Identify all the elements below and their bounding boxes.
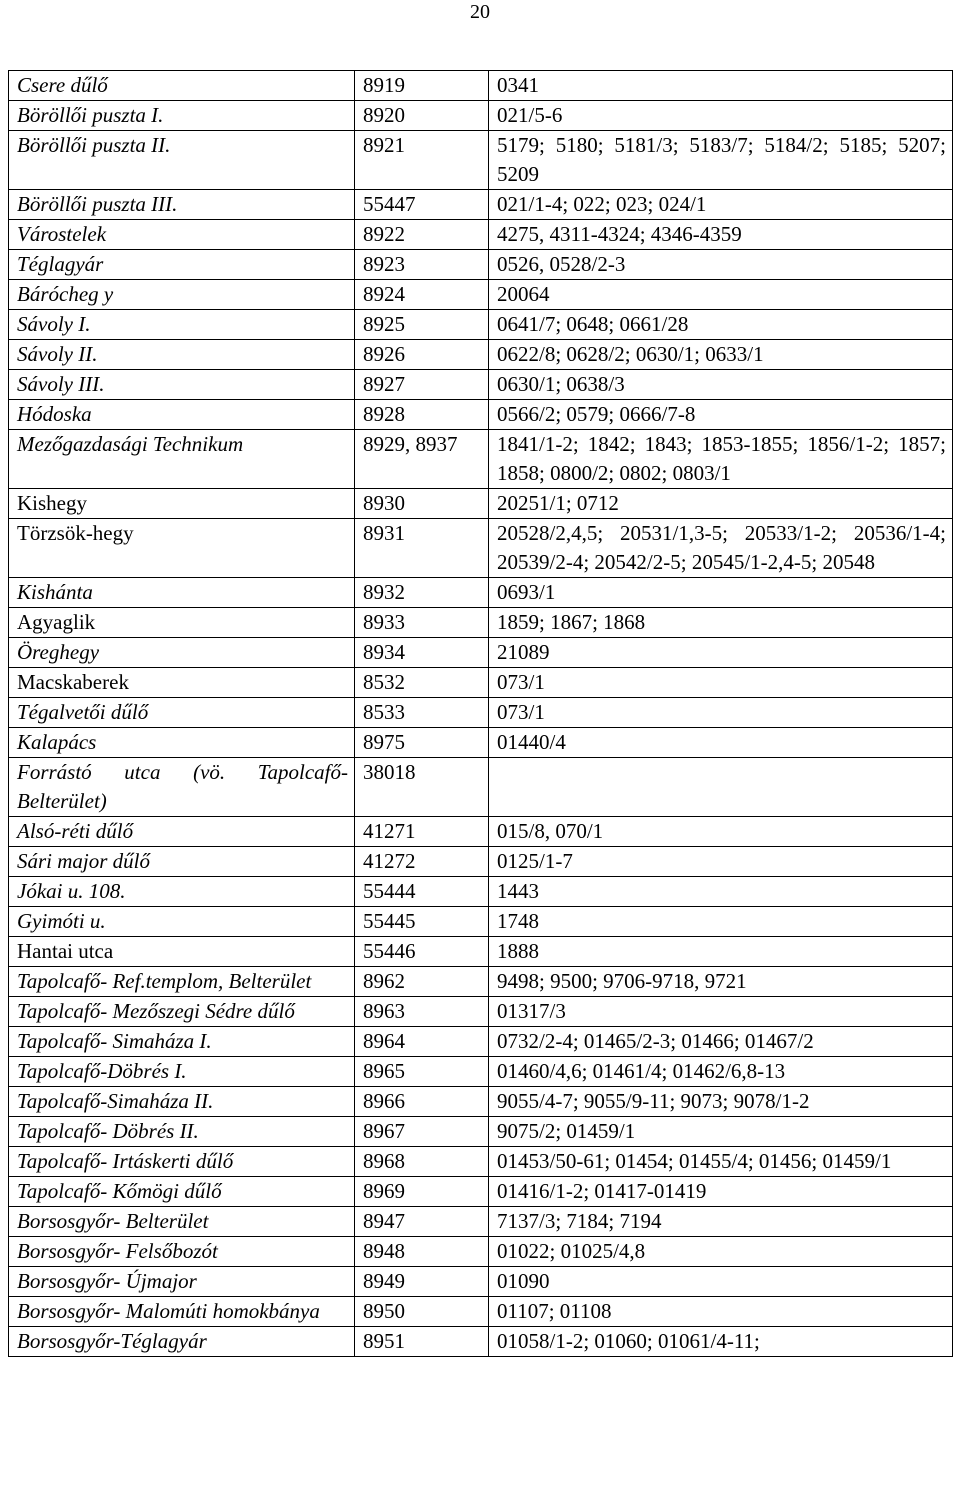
code-cell: 8933 bbox=[355, 608, 489, 638]
table-row bbox=[9, 400, 953, 430]
table-row bbox=[9, 578, 953, 608]
parcel-numbers-cell: 21089 bbox=[489, 638, 953, 668]
parcel-numbers-cell: 01107; 01108 bbox=[489, 1297, 953, 1327]
parcel-numbers-cell: 0693/1 bbox=[489, 578, 953, 608]
place-name-cell: Tapolcafő- Mezőszegi Sédre dűlő bbox=[9, 997, 355, 1027]
parcel-numbers-cell: 1841/1-2; 1842; 1843; 1853-1855; 1856/1-2; 1857; 1858; 0800/2; 0802; 0803/1 bbox=[489, 430, 953, 489]
page-number: 20 bbox=[470, 1, 490, 23]
code-cell: 8964 bbox=[355, 1027, 489, 1057]
code-cell: 8962 bbox=[355, 967, 489, 997]
place-name-cell: Jókai u. 108. bbox=[9, 877, 355, 907]
table-row bbox=[9, 310, 953, 340]
table-row bbox=[9, 937, 953, 967]
table-row bbox=[9, 758, 953, 817]
code-cell: 8533 bbox=[355, 698, 489, 728]
place-name-cell: Gyimóti u. bbox=[9, 907, 355, 937]
parcel-numbers-cell: 073/1 bbox=[489, 698, 953, 728]
place-name-cell: Csere dűlő bbox=[9, 71, 355, 101]
parcel-numbers-cell: 073/1 bbox=[489, 668, 953, 698]
table-row bbox=[9, 1297, 953, 1327]
place-name-cell: Sári major dűlő bbox=[9, 847, 355, 877]
place-name-cell: Várostelek bbox=[9, 220, 355, 250]
table-row bbox=[9, 877, 953, 907]
code-cell: 55445 bbox=[355, 907, 489, 937]
code-cell: 8948 bbox=[355, 1237, 489, 1267]
place-name-cell: Borsosgyőr- Malomúti homokbánya bbox=[9, 1297, 355, 1327]
place-name-cell: Agyaglik bbox=[9, 608, 355, 638]
place-name-cell: Böröllői puszta II. bbox=[9, 131, 355, 190]
code-cell: 8975 bbox=[355, 728, 489, 758]
parcel-numbers-cell: 1859; 1867; 1868 bbox=[489, 608, 953, 638]
table-row bbox=[9, 1117, 953, 1147]
code-cell: 8930 bbox=[355, 489, 489, 519]
code-cell: 8925 bbox=[355, 310, 489, 340]
place-name-cell: Borsosgyőr- Felsőbozót bbox=[9, 1237, 355, 1267]
place-name-cell: Téglagyár bbox=[9, 250, 355, 280]
table-row bbox=[9, 967, 953, 997]
parcel-numbers-cell: 0641/7; 0648; 0661/28 bbox=[489, 310, 953, 340]
parcel-numbers-cell: 01440/4 bbox=[489, 728, 953, 758]
parcel-numbers-cell: 5179; 5180; 5181/3; 5183/7; 5184/2; 5185; 5207; 5209 bbox=[489, 131, 953, 190]
place-name-cell: Tégalvetői dűlő bbox=[9, 698, 355, 728]
table-row bbox=[9, 190, 953, 220]
parcel-table-body bbox=[9, 71, 953, 1357]
table-row bbox=[9, 280, 953, 310]
parcel-numbers-cell: 1888 bbox=[489, 937, 953, 967]
code-cell: 8969 bbox=[355, 1177, 489, 1207]
place-name-cell: Borsosgyőr- Belterület bbox=[9, 1207, 355, 1237]
code-cell: 8963 bbox=[355, 997, 489, 1027]
place-name-cell: Tapolcafő-Simaháza II. bbox=[9, 1087, 355, 1117]
code-cell: 41272 bbox=[355, 847, 489, 877]
code-cell: 8923 bbox=[355, 250, 489, 280]
place-name-cell: Alsó-réti dűlő bbox=[9, 817, 355, 847]
place-name-cell: Hódoska bbox=[9, 400, 355, 430]
code-cell: 38018 bbox=[355, 758, 489, 817]
table-row bbox=[9, 997, 953, 1027]
place-name-cell: Tapolcafő- Kőmögi dűlő bbox=[9, 1177, 355, 1207]
parcel-numbers-cell: 01453/50-61; 01454; 01455/4; 01456; 01459/1 bbox=[489, 1147, 953, 1177]
code-cell: 55447 bbox=[355, 190, 489, 220]
parcel-numbers-cell: 0125/1-7 bbox=[489, 847, 953, 877]
parcel-numbers-cell: 20251/1; 0712 bbox=[489, 489, 953, 519]
parcel-numbers-cell: 4275, 4311-4324; 4346-4359 bbox=[489, 220, 953, 250]
table-row bbox=[9, 131, 953, 190]
table-row bbox=[9, 1327, 953, 1357]
code-cell: 8950 bbox=[355, 1297, 489, 1327]
place-name-cell: Törzsök-hegy bbox=[9, 519, 355, 578]
code-cell: 8532 bbox=[355, 668, 489, 698]
parcel-numbers-cell: 01058/1-2; 01060; 01061/4-11; bbox=[489, 1327, 953, 1357]
parcel-numbers-cell: 9075/2; 01459/1 bbox=[489, 1117, 953, 1147]
table-row bbox=[9, 340, 953, 370]
place-name-cell: Macskaberek bbox=[9, 668, 355, 698]
code-cell: 55446 bbox=[355, 937, 489, 967]
code-cell: 8966 bbox=[355, 1087, 489, 1117]
code-cell: 8967 bbox=[355, 1117, 489, 1147]
place-name-cell: Hantai utca bbox=[9, 937, 355, 967]
parcel-numbers-cell: 01090 bbox=[489, 1267, 953, 1297]
parcel-numbers-cell: 0526, 0528/2-3 bbox=[489, 250, 953, 280]
place-name-cell: Forrástó utca (vö. Tapolcafő-Belterület) bbox=[9, 758, 355, 817]
place-name-cell: Tapolcafő- Ref.templom, Belterület bbox=[9, 967, 355, 997]
parcel-numbers-cell: 021/5-6 bbox=[489, 101, 953, 131]
table-row bbox=[9, 1177, 953, 1207]
code-cell: 8968 bbox=[355, 1147, 489, 1177]
code-cell: 8924 bbox=[355, 280, 489, 310]
parcel-numbers-cell: 01022; 01025/4,8 bbox=[489, 1237, 953, 1267]
parcel-numbers-cell: 0622/8; 0628/2; 0630/1; 0633/1 bbox=[489, 340, 953, 370]
parcel-numbers-cell: 0732/2-4; 01465/2-3; 01466; 01467/2 bbox=[489, 1027, 953, 1057]
code-cell: 8922 bbox=[355, 220, 489, 250]
table-row bbox=[9, 519, 953, 578]
parcel-numbers-cell: 1748 bbox=[489, 907, 953, 937]
place-name-cell: Tapolcafő- Simaháza I. bbox=[9, 1027, 355, 1057]
place-name-cell: Mezőgazdasági Technikum bbox=[9, 430, 355, 489]
table-row bbox=[9, 638, 953, 668]
table-row bbox=[9, 608, 953, 638]
code-cell: 8929, 8937 bbox=[355, 430, 489, 489]
code-cell: 8965 bbox=[355, 1057, 489, 1087]
place-name-cell: Tapolcafő-Döbrés I. bbox=[9, 1057, 355, 1087]
code-cell: 8947 bbox=[355, 1207, 489, 1237]
parcel-numbers-cell: 0566/2; 0579; 0666/7-8 bbox=[489, 400, 953, 430]
place-name-cell: Kishánta bbox=[9, 578, 355, 608]
code-cell: 8926 bbox=[355, 340, 489, 370]
table-row bbox=[9, 220, 953, 250]
place-name-cell: Sávoly II. bbox=[9, 340, 355, 370]
table-row bbox=[9, 430, 953, 489]
table-row bbox=[9, 250, 953, 280]
code-cell: 8927 bbox=[355, 370, 489, 400]
parcel-numbers-cell: 01416/1-2; 01417-01419 bbox=[489, 1177, 953, 1207]
table-row bbox=[9, 907, 953, 937]
code-cell: 8921 bbox=[355, 131, 489, 190]
table-row bbox=[9, 728, 953, 758]
table-row bbox=[9, 817, 953, 847]
place-name-cell: Bárócheg y bbox=[9, 280, 355, 310]
table-row bbox=[9, 1267, 953, 1297]
parcel-numbers-cell: 9055/4-7; 9055/9-11; 9073; 9078/1-2 bbox=[489, 1087, 953, 1117]
parcel-numbers-cell: 0341 bbox=[489, 71, 953, 101]
place-name-cell: Kishegy bbox=[9, 489, 355, 519]
place-name-cell: Borsosgyőr- Újmajor bbox=[9, 1267, 355, 1297]
table-row bbox=[9, 1057, 953, 1087]
parcel-numbers-cell: 01317/3 bbox=[489, 997, 953, 1027]
table-row bbox=[9, 489, 953, 519]
code-cell: 8951 bbox=[355, 1327, 489, 1357]
parcel-numbers-cell: 20064 bbox=[489, 280, 953, 310]
table-row bbox=[9, 370, 953, 400]
code-cell: 8920 bbox=[355, 101, 489, 131]
parcel-numbers-cell: 0630/1; 0638/3 bbox=[489, 370, 953, 400]
table-row bbox=[9, 1207, 953, 1237]
code-cell: 8934 bbox=[355, 638, 489, 668]
code-cell: 8932 bbox=[355, 578, 489, 608]
place-name-cell: Sávoly I. bbox=[9, 310, 355, 340]
table-row bbox=[9, 1027, 953, 1057]
parcel-numbers-cell: 20528/2,4,5; 20531/1,3-5; 20533/1-2; 20536/1-4; 20539/2-4; 20542/2-5; 20545/1-2,4-5; 20548 bbox=[489, 519, 953, 578]
place-name-cell: Öreghegy bbox=[9, 638, 355, 668]
table-row bbox=[9, 1237, 953, 1267]
parcel-numbers-cell: 01460/4,6; 01461/4; 01462/6,8-13 bbox=[489, 1057, 953, 1087]
parcel-numbers-cell bbox=[489, 758, 953, 817]
place-name-cell: Tapolcafő- Döbrés II. bbox=[9, 1117, 355, 1147]
table-row bbox=[9, 847, 953, 877]
table-row bbox=[9, 101, 953, 131]
place-name-cell: Tapolcafő- Irtáskerti dűlő bbox=[9, 1147, 355, 1177]
code-cell: 8928 bbox=[355, 400, 489, 430]
code-cell: 8949 bbox=[355, 1267, 489, 1297]
parcel-numbers-cell: 021/1-4; 022; 023; 024/1 bbox=[489, 190, 953, 220]
table-row bbox=[9, 1147, 953, 1177]
place-name-cell: Sávoly III. bbox=[9, 370, 355, 400]
code-cell: 8931 bbox=[355, 519, 489, 578]
table-row bbox=[9, 1087, 953, 1117]
place-name-cell: Borsosgyőr-Téglagyár bbox=[9, 1327, 355, 1357]
place-name-cell: Böröllői puszta I. bbox=[9, 101, 355, 131]
code-cell: 8919 bbox=[355, 71, 489, 101]
parcel-numbers-cell: 9498; 9500; 9706-9718, 9721 bbox=[489, 967, 953, 997]
parcel-numbers-cell: 7137/3; 7184; 7194 bbox=[489, 1207, 953, 1237]
code-cell: 41271 bbox=[355, 817, 489, 847]
code-cell: 55444 bbox=[355, 877, 489, 907]
table-row bbox=[9, 668, 953, 698]
parcel-numbers-cell: 015/8, 070/1 bbox=[489, 817, 953, 847]
place-name-cell: Kalapács bbox=[9, 728, 355, 758]
parcel-table bbox=[8, 70, 953, 1357]
place-name-cell: Böröllői puszta III. bbox=[9, 190, 355, 220]
parcel-numbers-cell: 1443 bbox=[489, 877, 953, 907]
table-row bbox=[9, 71, 953, 101]
table-row bbox=[9, 698, 953, 728]
